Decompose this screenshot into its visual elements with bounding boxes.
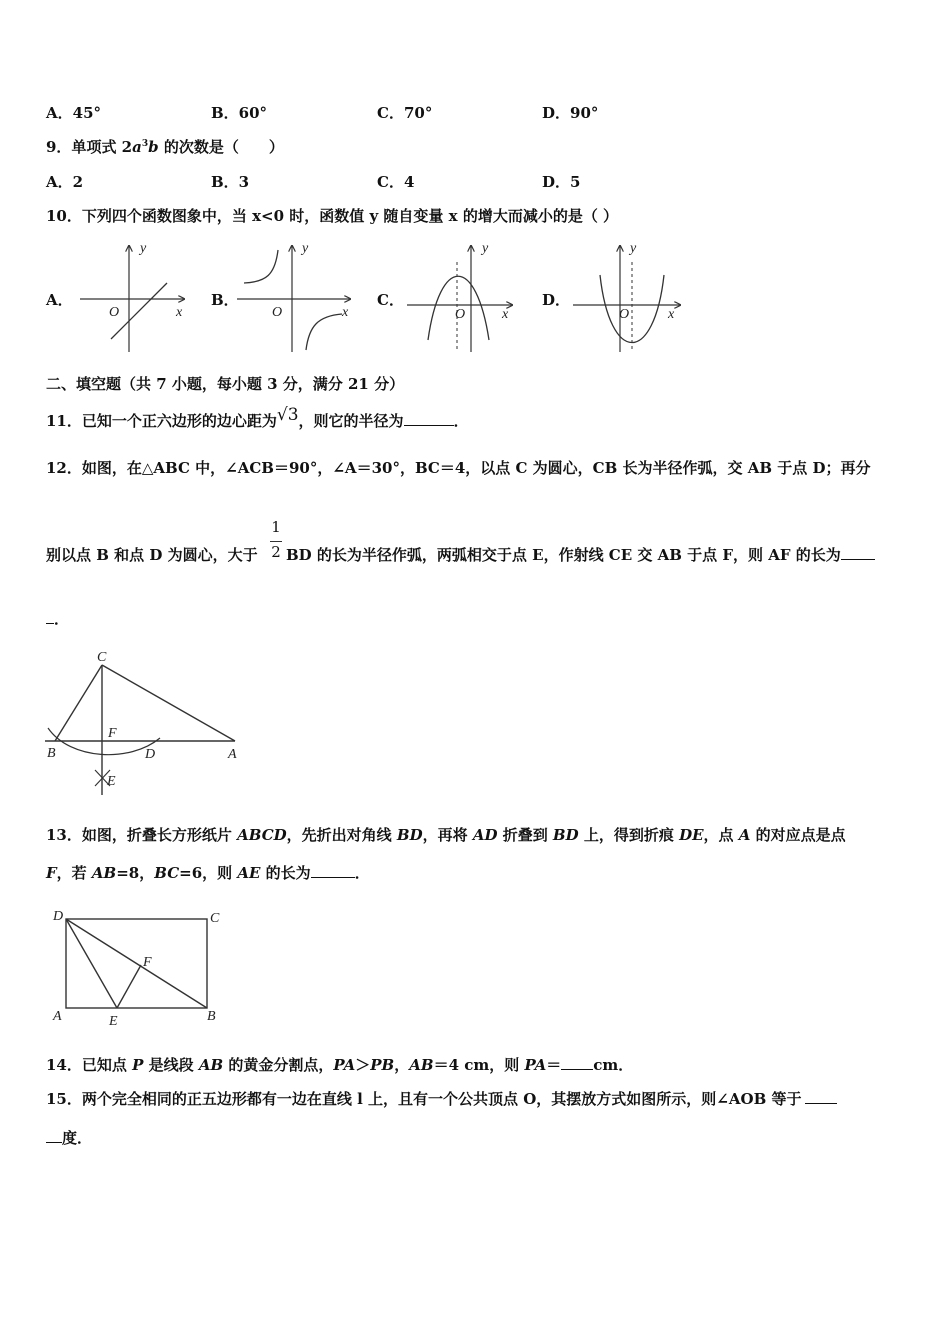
q10-option-d-label: D．	[542, 291, 571, 309]
q11-radical: √3	[276, 405, 299, 425]
q9-number: 9．	[46, 138, 72, 156]
q13-diagonal-bd	[66, 919, 207, 1008]
q13-label-e: E	[109, 1014, 118, 1029]
q10-d-y-label: y	[630, 241, 637, 256]
q9-var-a: a	[132, 138, 142, 156]
q15-answer-blank[interactable]	[805, 1089, 837, 1104]
q13-crease-de	[66, 919, 117, 1008]
q13-label-a: A	[53, 1009, 62, 1024]
q13-label-b: B	[207, 1009, 216, 1024]
q13-label-f: F	[143, 955, 152, 970]
q9-option-b: B．3	[211, 173, 250, 191]
q11-text-b: ，则它的半径为	[298, 412, 404, 430]
q10-a-x-label: x	[176, 305, 183, 320]
q10-c-x-label: x	[502, 307, 509, 322]
q15-line-2	[46, 1127, 92, 1148]
q12-line-2a: 别以点 B 和点 D 为圆心，大于	[46, 546, 258, 564]
q12-label-b: B	[47, 746, 56, 761]
section-title: 二、填空题（共 7 小题，每小题 3 分，满分 21 分）	[46, 375, 405, 393]
q13-segment-ef	[117, 965, 141, 1008]
q10-option-c-label: C．	[377, 291, 404, 309]
q10-c-y-label: y	[482, 241, 489, 256]
q12-label-a: A	[228, 747, 237, 762]
q13-label-c: C	[210, 911, 220, 926]
q12-tail: ．	[54, 610, 70, 628]
q8-option-a: A．45°	[46, 104, 102, 122]
q10-a-y-label: y	[140, 241, 147, 256]
q11-tail: ．	[453, 412, 469, 430]
q10-option-a-label: A．	[46, 291, 73, 309]
q12-label-f: F	[108, 726, 117, 741]
q9-var-b: b	[148, 138, 159, 156]
q11-text-a: 11．已知一个正六边形的边心距为	[46, 412, 277, 430]
q10-b-x-label: x	[342, 305, 349, 320]
q9-option-a: A．2	[46, 173, 84, 191]
q10-b-y-label: y	[302, 241, 309, 256]
q13-label-d: D	[53, 909, 64, 924]
q10-b-origin-label: O	[272, 305, 283, 320]
q13-line-1: 13．如图，折叠长方形纸片 ABCD，先折出对角线 BD，再将 AD 折叠到 BD 上，得到折痕 DE，点 A 的对应点是点	[46, 826, 846, 844]
q8-option-c: C．70°	[377, 104, 433, 122]
q14-stem: 14．已知点 P 是线段 AB 的黄金分割点，PA＞PB，AB＝4 cm，则 PA＝ cm．	[46, 1056, 634, 1074]
q8-option-d: D．90°	[542, 104, 599, 122]
q10-stem: 10．下列四个函数图象中，当 x<0 时，函数值 y 随自变量 x 的增大而减小的是（ ）	[46, 207, 619, 225]
q12-line-1: 12．如图，在△ABC 中，∠ACB＝90°，∠A＝30°，BC＝4，以点 C 为圆心，CB 长为半径作弧，交 AB 于点 D；再分	[46, 459, 871, 477]
q10-d-origin-label: O	[619, 307, 630, 322]
q10-option-b-label: B．	[211, 291, 239, 309]
q9-text-a: 单项式 2	[71, 138, 133, 156]
q15-text: 15．两个完全相同的正五边形都有一边在直线 l 上，且有一个公共顶点 O，其摆放方式如图所示，则∠AOB 等于	[46, 1090, 802, 1108]
q10-d-x-label: x	[668, 307, 675, 322]
q8-option-b: B．60°	[211, 104, 268, 122]
q12-line-2b-text: BD 的长为半径作弧，两弧相交于点 E，作射线 CE 交 AB 于点 F，则 AF 的长为	[286, 546, 841, 564]
q14-answer-blank[interactable]	[561, 1055, 593, 1070]
q9-option-c: C．4	[377, 173, 415, 191]
q12-label-e: E	[107, 774, 116, 789]
q15-tail: 度．	[62, 1129, 93, 1147]
q15-line-1	[46, 1088, 837, 1109]
q12-frac-denominator: 2	[271, 543, 281, 561]
q12-frac-numerator: 1	[271, 518, 281, 536]
q9-option-d: D．5	[542, 173, 581, 191]
q9-exponent: 3	[141, 139, 149, 149]
q10-a-origin-label: O	[109, 305, 120, 320]
q9-text-b: 的次数是（ ）	[158, 138, 284, 156]
q12-label-d: D	[145, 747, 156, 762]
q12-label-c: C	[97, 650, 107, 665]
q10-c-origin-label: O	[455, 307, 466, 322]
q13-line-2: F，若 AB=8，BC=6，则 AE 的长为 ．	[46, 864, 370, 882]
q15-answer-blank-cont[interactable]	[46, 1128, 62, 1143]
